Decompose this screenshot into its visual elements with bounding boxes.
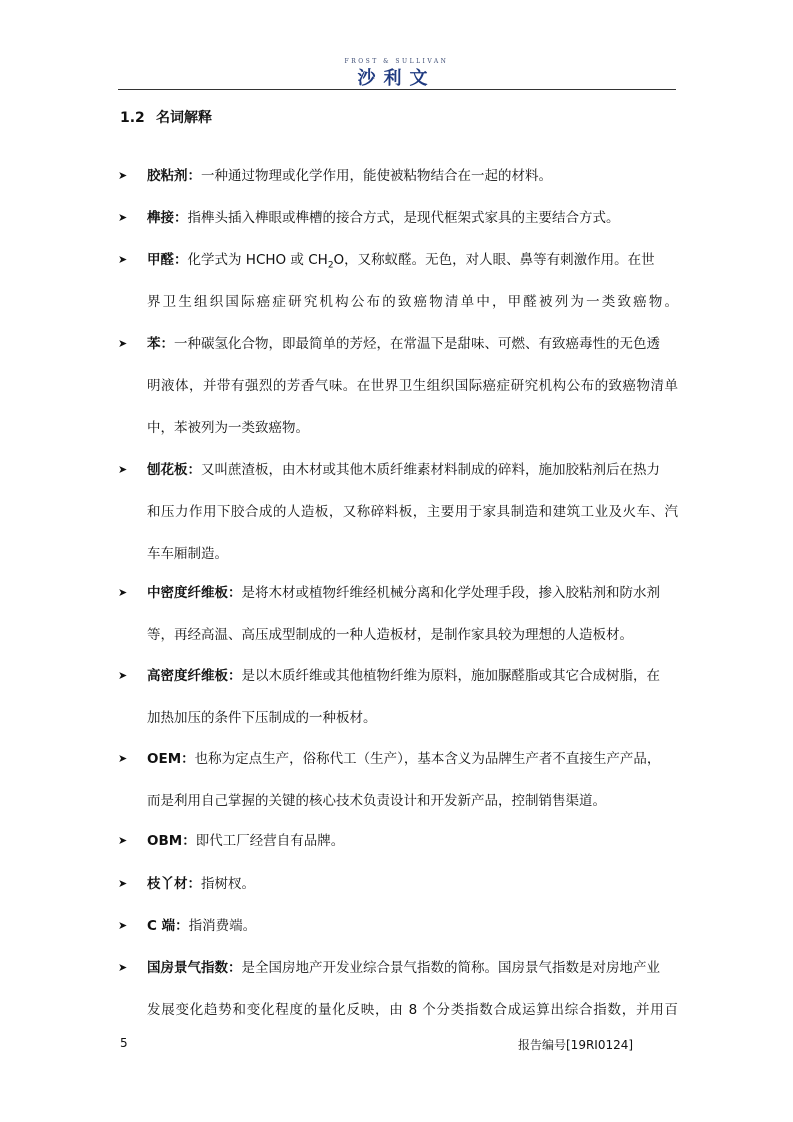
arrow-bullet-icon: ➤	[118, 169, 128, 182]
logo-chinese-text: 沙利文	[357, 68, 436, 89]
glossary-term: 苯：	[147, 336, 174, 352]
glossary-term: 高密度纤维板：	[147, 668, 242, 684]
glossary-definition-line: 发展变化趋势和变化程度的量化反映，由 8 个分类指数合成运算出综合指数，并用百	[147, 1002, 678, 1018]
header-divider	[118, 89, 676, 90]
arrow-bullet-icon: ➤	[118, 463, 128, 476]
glossary-term: 刨花板：	[147, 462, 201, 478]
glossary-term: 榫接：	[147, 210, 188, 226]
arrow-bullet-icon: ➤	[118, 752, 128, 765]
arrow-bullet-icon: ➤	[118, 211, 128, 224]
glossary-definition-line: 等，再经高温、高压成型制成的一种人造板材，是制作家具较为理想的人造板材。	[147, 627, 633, 643]
glossary-definition: 一种碳氢化合物，即最简单的芳烃，在常温下是甜味、可燃、有致癌毒性的无色透	[174, 336, 660, 352]
page-header	[0, 0, 793, 92]
arrow-bullet-icon: ➤	[118, 919, 128, 932]
glossary-definition-line: 而是利用自己掌握的关键的核心技术负责设计和开发新产品，控制销售渠道。	[147, 793, 606, 809]
section-number: 1.2	[120, 110, 145, 126]
arrow-bullet-icon: ➤	[118, 586, 128, 599]
report-number: 报告编号[19RI0124]	[518, 1038, 634, 1052]
glossary-term: OEM：	[147, 751, 195, 767]
section-heading	[120, 107, 212, 127]
glossary-definition: O，又称蚁醛。无色，对人眼、鼻等有刺激作用。在世	[333, 252, 655, 268]
glossary-definition: 指榫头插入榫眼或榫槽的接合方式，是现代框架式家具的主要结合方式。	[187, 210, 620, 226]
glossary-definition: 是将木材或植物纤维经机械分离和化学处理手段，掺入胶粘剂和防水剂	[241, 585, 660, 601]
glossary-definition-line: 加热加压的条件下压制成的一种板材。	[147, 710, 377, 726]
glossary-term: 胶粘剂：	[147, 168, 201, 184]
glossary-term: 国房景气指数：	[147, 960, 242, 976]
logo-english-text: FROST & SULLIVAN	[344, 58, 449, 65]
glossary-definition: 指树杈。	[201, 876, 255, 892]
glossary-definition: 指消费端。	[188, 918, 257, 934]
glossary-definition: 是全国房地产开发业综合景气指数的简称。国房景气指数是对房地产业	[241, 960, 660, 976]
section-title: 名词解释	[156, 110, 212, 126]
glossary-definition: 又叫蔗渣板，由木材或其他木质纤维素材料制成的碎料，施加胶粘剂后在热力	[201, 462, 660, 478]
arrow-bullet-icon: ➤	[118, 253, 128, 266]
glossary-definition-line: 明液体，并带有强烈的芳香气味。在世界卫生组织国际癌症研究机构公布的致癌物清单	[147, 378, 678, 394]
arrow-bullet-icon: ➤	[118, 337, 128, 350]
arrow-bullet-icon: ➤	[118, 961, 128, 974]
glossary-term: 甲醛：	[147, 252, 188, 268]
glossary-definition: 化学式为 HCHO 或 CH	[187, 252, 328, 268]
glossary-definition: 即代工厂经营自有品牌。	[195, 833, 345, 849]
glossary-term: 枝丫材：	[147, 876, 201, 892]
glossary-definition-line: 界卫生组织国际癌症研究机构公布的致癌物清单中，甲醛被列为一类致癌物。	[147, 294, 678, 310]
glossary-definition-line: 车车厢制造。	[147, 546, 228, 562]
glossary-definition: 一种通过物理或化学作用，能使被粘物结合在一起的材料。	[201, 168, 552, 184]
glossary-definition: 也称为定点生产，俗称代工（生产），基本含义为品牌生产者不直接生产产品，	[194, 751, 661, 767]
page-number: 5	[120, 1036, 128, 1050]
glossary-term: 中密度纤维板：	[147, 585, 242, 601]
formula-subscript: 2	[327, 260, 334, 271]
glossary-definition-line: 和压力作用下胶合成的人造板，又称碎料板，主要用于家具制造和建筑工业及火车、汽	[147, 504, 678, 520]
arrow-bullet-icon: ➤	[118, 834, 128, 847]
glossary-definition: 是以木质纤维或其他植物纤维为原料，施加脲醛脂或其它合成树脂，在	[241, 668, 660, 684]
glossary-definition-line: 中，苯被列为一类致癌物。	[147, 420, 309, 436]
arrow-bullet-icon: ➤	[118, 877, 128, 890]
glossary-term: C 端：	[147, 918, 189, 934]
glossary-term: OBM：	[147, 833, 196, 849]
arrow-bullet-icon: ➤	[118, 669, 128, 682]
